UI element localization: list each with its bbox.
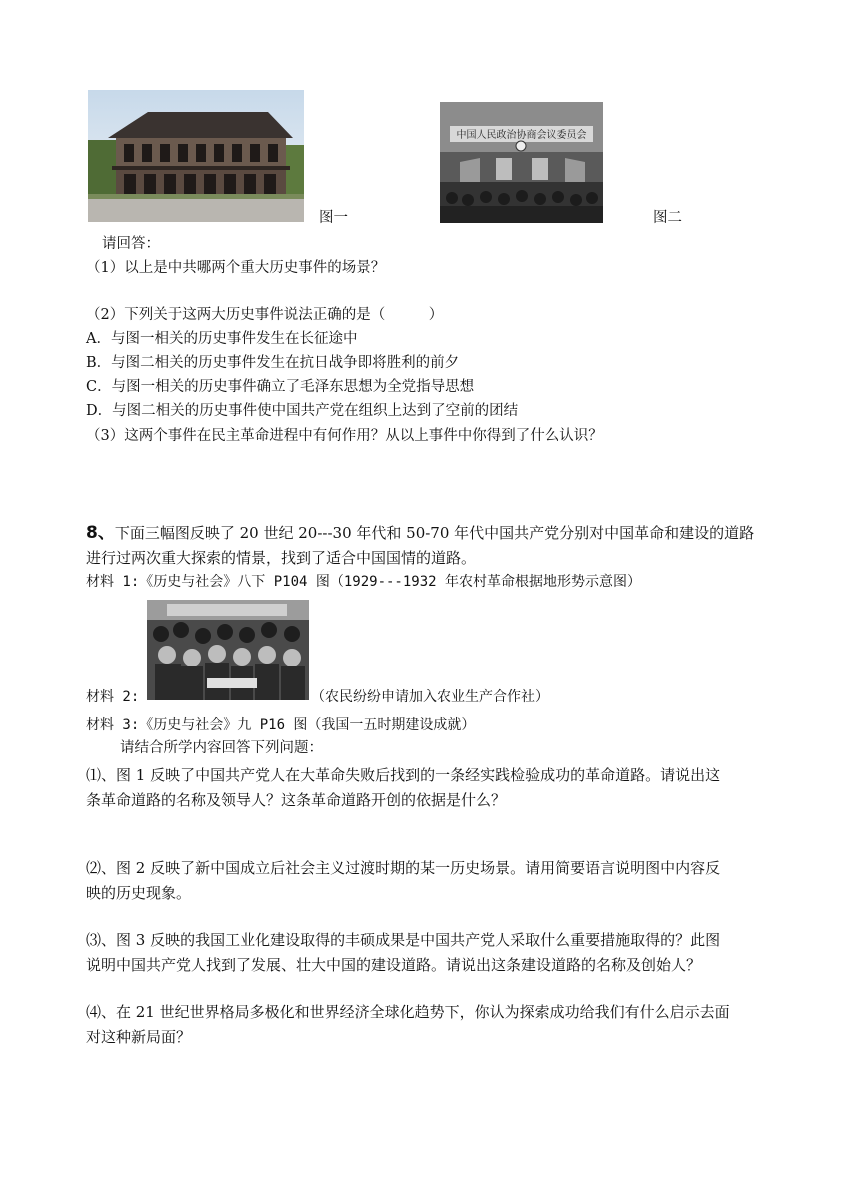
q8-q3-line2: 说明中国共产党人找到了发展、壮大中国的建设道路。请说出这条建设道路的名称及创始人？ [86, 956, 702, 974]
q8-intro-line1 [86, 522, 754, 544]
q7-option-c: C．与图一相关的历史事件确立了毛泽东思想为全党指导思想 [86, 379, 475, 395]
q7-sub2: （2）下列关于这两大历史事件说法正确的是（ ） [86, 307, 444, 323]
q8-material-2-caption: （农民纷纷申请加入农业生产合作社） [311, 689, 549, 705]
q7-sub1: （1）以上是中共哪两个重大历史事件的场景？ [86, 260, 386, 276]
q8-material-3: 材料 3:《历史与社会》九 P16 图（我国一五时期建设成就） [86, 717, 476, 733]
q8-material-1: 材料 1:《历史与社会》八下 P104 图（1929---1932 年农村革命根据地形势示意图） [86, 574, 642, 590]
figure-1-caption: 图一 [319, 210, 348, 226]
q8-q3-line1: ⑶、图 3 反映的我国工业化建设取得的丰硕成果是中国共产党人采取什么重要措施取得的？此图 [86, 931, 721, 949]
material-2-photo [147, 600, 309, 700]
q8-material-2-label: 材料 2: [86, 689, 140, 705]
q8-q4-line1: ⑷、在 21 世纪世界格局多极化和世界经济全球化趋势下，你认为探索成功给我们有什么启示去面 [86, 1003, 730, 1021]
q8-number: 8、 [86, 523, 115, 543]
q8-q2-line1: ⑵、图 2 反映了新中国成立后社会主义过渡时期的某一历史场景。请用简要语言说明图中内容反 [86, 859, 721, 877]
q7-option-a: A．与图一相关的历史事件发生在长征途中 [86, 331, 358, 347]
q7-prompt: 请回答： [102, 236, 160, 252]
q8-q4-line2: 对这种新局面？ [86, 1028, 192, 1046]
figure-1-photo [88, 90, 304, 222]
figure-2-caption: 图二 [653, 210, 682, 226]
figure-2-photo [440, 102, 603, 223]
q8-q2-line2: 映的历史现象。 [86, 884, 192, 902]
q7-option-b: B．与图二相关的历史事件发生在抗日战争即将胜利的前夕 [86, 355, 460, 371]
q7-sub3: （3）这两个事件在民主革命进程中有何作用？从以上事件中你得到了什么认识？ [86, 428, 603, 444]
figure-2-banner: 中国人民政治协商会议委员会 [456, 130, 587, 141]
q7-option-d: D．与图二相关的历史事件使中国共产党在组织上达到了空前的团结 [86, 403, 519, 419]
q8-q1-line2: 条革命道路的名称及领导人？这条革命道路开创的依据是什么？ [86, 791, 507, 809]
q8-prompt: 请结合所学内容回答下列问题： [120, 740, 323, 756]
q8-q1-line1: ⑴、图 1 反映了中国共产党人在大革命失败后找到的一条经实践检验成功的革命道路。请说出这 [86, 766, 721, 784]
q8-intro-text: 下面三幅图反映了 20 世纪 20---30 年代和 50-70 年代中国共产党分别对中国革命和建设的道路 [114, 524, 755, 542]
q8-intro-line2: 进行过两次重大探索的情景，找到了适合中国国情的道路。 [86, 549, 477, 567]
